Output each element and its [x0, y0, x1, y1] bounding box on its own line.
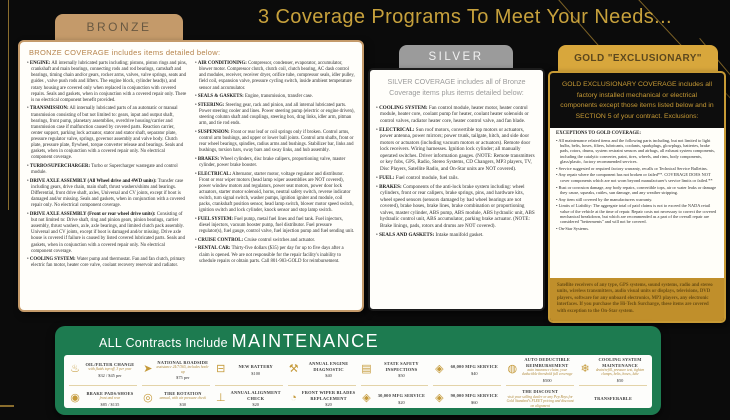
coverage-item-label: SEALS & GASKETS: [197, 94, 244, 100]
coverage-item-text: Alternator, starter motor, voltage regulator and distributor. Front or rear wiper motors (head lamp wiper assemblies are NOT covered), power window motors and regulators, power seat motors, power door lock actuators, starter motor solenoid, horns, neutral safety switch, reverse indicator switch, turn signal switch, washer pumps, ignition igniter and module, coil packs, crankshaft position sensor, head lamp switch, blower motor speed switch, ignition switch and lock cylinder, knock sensor and stop lamp switch. [199, 171, 354, 214]
maintenance-item-text [156, 360, 210, 380]
maintenance-item-text [302, 390, 356, 407]
coverage-item-text: Water pump and thermostat. Fan and fan clutch, primary electric fan motor, heater core valve, coolant recovery reservoir and radiator. [31, 257, 186, 269]
coverage-item [27, 164, 187, 176]
gold-footnote: Satellite receivers of any type, GPS systems, sound systems, radio and stereo units, wireless transmitters, audio visual units or displays, televisions, DVD players, software for any onboard electronics, MP3 players, any electronic interfaces. If you purchase the Hi-Tech Surcharge, these items are covered with exception to the On-Star system. [550, 278, 724, 321]
silver-item-list [376, 105, 537, 239]
maintenance-item [142, 386, 210, 410]
maintenance-item-price: $32 / $45 per [98, 372, 122, 378]
brake-disc-icon: ◉ [70, 392, 80, 405]
maintenance-row-2 [69, 386, 647, 410]
battery-icon: ⊟ [216, 363, 226, 376]
bronze-intro: BRONZE COVERAGE includes items detailed below: [29, 48, 221, 57]
oil-can-icon: ♨ [70, 363, 80, 376]
maintenance-item-title: BRAKE PADS/SHOES [86, 390, 134, 396]
coverage-item [27, 179, 187, 210]
maintenance-heading-prefix: ALL Contracts Include [99, 336, 232, 350]
maintenance-item-text [156, 391, 210, 407]
coverage-item-text: All internally lubricated parts including; pistons, piston rings and pins, crankshaft and main bearings, connecting rods and rod bearings, camshaft and bearings, timing chain and/or gears, rocker arms, valves, valve springs, seats and guides , valve push rods and lifters. The engine block, cylinder head(s), and rotary housing are covered only when replaced in conjunction with covered repairs. Seals and gaskets, when in conjunction with a covered repair only. There is no electrical component benefit provided. [31, 61, 187, 103]
maintenance-item-text [447, 393, 501, 405]
coverage-item [195, 94, 355, 100]
maintenance-row-1 [69, 357, 647, 386]
maintenance-heading-main: MAINTENANCE [231, 331, 380, 351]
maintenance-item [433, 357, 501, 386]
maintenance-item-price: $50 [616, 377, 624, 383]
maintenance-item-price: $40 [325, 373, 332, 379]
coverage-item-text: Wheel cylinders, disc brake calipers, proportioning valve, master cylinder, power brake booster. [199, 156, 346, 168]
exception-item: • Service suggested or required factory warranty, recalls or Technical Service Bulletins. [556, 166, 718, 171]
gold-intro: GOLD EXCLUSIONARY COVERAGE includes all factory installed mechanical or electrical components except those items listed below and in SECTION 5 of your contract. Exclusions: [560, 81, 714, 120]
coverage-item [195, 130, 355, 155]
coverage-item-text: All internally lubricated parts of an automatic or manual transmission consisting of but not limited to: gears, input and output shaft, bearings, front pump, planetary assemblies, overdrive housing/carrier and transmission case if malfunction caused by covered parts. Reaction carrier, center support, parking lock actuator, stator and stator shaft, separator plate, pressure regulator valve, springs, governor assembly and valve body. Clutch plate, pressure plate, flywheel, torque converter release and bearings. Seals and gaskets, when in conjunction with a covered repair only. No electrical component coverage. [31, 106, 184, 161]
coverage-item-text: Thirty-five dollars ($35) per day for up to five days after a claim is opened. We are not responsible for the repair facility's inability to schedule repairs or obtain parts. Call 801-903-GOLD for reimbursement. [199, 246, 344, 264]
maintenance-item-price: $40 [471, 370, 478, 376]
coverage-item-label: ENGINE: [29, 61, 51, 66]
maintenance-item-title: ANNUAL ENGINE DIAGNOSTIC [308, 361, 349, 372]
maintenance-item-price: $60 [471, 399, 478, 405]
exception-item: • Any item still covered by the manufacturers warranty. [556, 197, 718, 202]
bronze-panel [18, 40, 364, 312]
left-gold-line [8, 0, 9, 210]
coverage-item-text: Compressor, condenser, evaporator, accumulator, blower motor. Compressor clutch, clutch coil, clutch bearing, AC dash control and modules, receiver, receiver dryer, orifice tube, compressor seals, idler pulley, field coil, expansion valve, pressure cycling switch, inside ambient temperature sensor and accumulator. [199, 61, 355, 91]
tire-icon: ◎ [143, 392, 153, 405]
coverage-item-label: BRAKES: [197, 156, 220, 162]
coverage-item-text: Front or rear leaf or coil springs only if broken. Control arms, control arm bushings, and upper or lower ball joints. Control arm shafts, front or rear wheel bearings, spindles, radius arms and bushings. Stabilizer bar, links and bushings, torsion bars, sway bars and sway links, and hub assembly. [199, 129, 354, 154]
gold-exceptions-list [556, 138, 718, 232]
coverage-item-text: Engine, transmission, transfer case. [244, 94, 313, 100]
maintenance-item-title: NEW BATTERY [238, 364, 273, 370]
maintenance-item [579, 357, 647, 386]
maintenance-item-title: COOLING SYSTEM MAINTENANCE [598, 357, 642, 368]
coverage-item-text: Fuel control module, fuel rails. [395, 174, 459, 181]
maintenance-item-text [520, 357, 574, 383]
silver-intro: SILVER COVERAGE includes all of Bronze Coverage items plus items detailed below: [387, 77, 526, 97]
coverage-item [376, 127, 537, 173]
snowflake-icon: ❄ [580, 363, 590, 376]
coverage-item [376, 105, 537, 125]
exception-item: • All maintenance related items and the following parts including, but not limited to light bulbs, belts, hoses, filters, lubricants, coolants, sparkplugs, glowplugs, batteries, brake pads, rotors, drums, system restraint sensors and airbags, all exhaust system components, including the catalytic converter, paint, tires, wheels, and rims, body components, glass/plastic, factory recommended services. [556, 138, 718, 164]
gold-exceptions-heading: EXCEPTIONS TO GOLD COVERAGE: [556, 131, 641, 137]
coverage-item [195, 217, 355, 235]
coverage-item-label: SEALS AND GASKETS: [379, 231, 435, 238]
coverage-item-text: Transfer case including gears, drive chain, main shaft, thrust washers/shims and bearings. Differential, front drive shaft, axles, Universal and CV joints, except if boot is damaged and/or missing. Seals and gaskets, when in conjunction with a covered repair only. No electrical component coverage. [31, 178, 185, 209]
service-badge-icon: ◈ [435, 392, 444, 405]
maintenance-item-title: AUTO DEDUCTIBLE REIMBURSEMENT [524, 357, 571, 368]
coverage-item-label: COOLING SYSTEM: [379, 104, 428, 111]
maintenance-item-text [447, 364, 501, 376]
coverage-item-label: AIR CONDITIONING: [197, 61, 247, 66]
maintenance-item-price: $30 [179, 401, 187, 407]
gold-exceptions-section [550, 128, 724, 278]
maintenance-item-subtitle: front and rear [99, 396, 121, 401]
maintenance-item [361, 386, 429, 410]
jack-icon: ⊥ [215, 392, 226, 405]
maintenance-item-price: $85 / $135 [100, 401, 120, 407]
maintenance-item-subtitle: auto insurance claim, your deductible threshold full coverage [522, 368, 573, 377]
bronze-column-1 [27, 61, 187, 272]
tools-icon: ⚒ [288, 363, 299, 376]
coverage-item [376, 175, 537, 182]
coverage-item-text: Turbo or Supercharger wastegate and control module. [31, 164, 178, 176]
maintenance-item-title: THE DISCOUNT [522, 389, 559, 395]
maintenance-item-subtitle: visit your selling dealer or any Pep Boys for Gold Standard's FLEET pricing and discount on alignment [506, 394, 574, 408]
maintenance-item [433, 386, 501, 410]
coverage-item-label: STEERING: [197, 102, 225, 108]
maintenance-item [579, 386, 647, 410]
maintenance-item-text [229, 364, 283, 376]
maintenance-item-price: $20 [325, 402, 332, 408]
coverage-item [27, 212, 187, 255]
coverage-item-label: CRUISE CONTROL: [197, 237, 244, 243]
bronze-column-2 [195, 61, 355, 272]
maintenance-item-title: OIL/FILTER CHANGE [85, 361, 135, 367]
maintenance-item-title: TIRE ROTATION [163, 390, 202, 396]
coverage-item-text: Intake manifold gasket. [435, 231, 484, 238]
exception-item: • On-Star Systems. [556, 226, 718, 231]
page-title: 3 Coverage Programs To Meet Your Needs... [257, 6, 673, 28]
coverage-item-text: Fan control module, heater motor, heater control module, heater core, coolant pump for heater, coolant heater solenoids or control valves, radiator heater core, heater control valve, and fan blade. [380, 104, 529, 124]
service-badge-icon: ◈ [362, 392, 371, 405]
maintenance-item [361, 357, 429, 386]
maintenance-item [506, 386, 574, 410]
maintenance-item-title: NATIONAL ROADSIDE [157, 359, 209, 365]
coverage-item [195, 61, 355, 92]
coverage-item [376, 184, 537, 230]
maintenance-item-price: $75 per [176, 375, 190, 381]
maintenance-item-subtitle: drain/refill, pressure test, tighten clamps, belts, hoses, lube [595, 368, 645, 377]
maintenance-item-title: TRANSFERABLE [594, 396, 633, 402]
maintenance-item [288, 386, 356, 410]
maintenance-item-subtitle: assistance 24/7/365, includes hook-up [156, 365, 210, 374]
maintenance-item-text [83, 391, 137, 407]
service-badge-icon: ◈ [435, 363, 444, 376]
maintenance-items-panel [64, 355, 652, 408]
coverage-item [195, 172, 355, 215]
tab-gold: GOLD "EXCLUSIONARY" [558, 45, 718, 72]
coverage-item-text: Sun roof motors, convertible top motors or actuators, power antenna, power mirrors; power trunk, tailgate, hitch, and side door motors or actuators (including vacuum motors or actuators). Remote door lock receivers. Wiring harnesses. Ignition lock cylinder; all manually operated switches. Driver information gauges. (NOTE: Remote transmitters or key fobs, GPS, Radio, Stereo Systems, CD Changers, MP3 players, TV, Disc Players, Satellite Radio, and On-Star units are NOT covered). [380, 126, 535, 172]
maintenance-item [215, 357, 283, 386]
maintenance-item [142, 357, 210, 386]
coverage-item-label: BRAKES: [379, 183, 402, 190]
maintenance-item-title: ANNUAL ALIGNMENT CHECK [230, 390, 281, 401]
coverage-item-label: TRANSMISSION: [29, 106, 69, 112]
maintenance-item-title: 60,000 MFG SERVICE [450, 364, 499, 370]
maintenance-item-price: $20 [252, 402, 259, 408]
maintenance-item-title: FRONT WIPER BLADES REPLACEMENT [301, 390, 356, 401]
coverage-item [195, 246, 355, 264]
maintenance-item-text [229, 390, 283, 407]
coverage-item-label: FUEL SYSTEM: [197, 216, 233, 222]
tow-truck-icon: ➤ [143, 363, 153, 376]
coverage-item [195, 238, 355, 244]
coverage-item-label: DRIVE AXLE ASSEMBLY (Front or rear wheel drive units): [29, 211, 156, 217]
maintenance-item-title: 90,000 MFG SERVICE [450, 393, 499, 399]
exception-item: • Rust or corrosion damage, any body repairs, convertible tops, air or water leaks or damage they cause, squeaks, rattles, sun damage, and any weather stripping. [556, 185, 718, 196]
maintenance-item-text [593, 357, 647, 383]
maintenance-item-text [83, 362, 137, 378]
maintenance-item-title: STATE SAFETY INSPECTIONS [384, 361, 419, 372]
coverage-item [27, 61, 187, 104]
maintenance-item-subtitle: annual, with air pressure check [159, 396, 206, 401]
maintenance-item [215, 386, 283, 410]
coverage-item-label: RENTAL CAR: [197, 246, 231, 252]
maintenance-item-price: $20 [398, 399, 405, 405]
maintenance-item-title: 30,000 MFG SERVICE [377, 393, 426, 399]
maintenance-item-subtitle: with fluids top-off, 3 per year [88, 367, 132, 372]
tab-bronze: BRONZE [55, 14, 183, 40]
coverage-item [195, 157, 355, 169]
coverage-item-text: Fuel pump, metal fuel lines and fuel tank. Fuel injectors, diesel injectors, vacuum booster pump, fuel distributor. Fuel pressure regulator(s), fuel gauge, control valve, fuel injection pump and fuel sending unit. [199, 216, 355, 235]
coverage-item-text: Components of the anti-lock brake system including: wheel cylinders, front or rear calipers, brake springs, pins, and hardware kits, wheel speed sensors (sensors damaged by bad wheel bearings are not covered), brake hoses, brake lines, brake combination or proportioning valves, master cylinder, ABS pump, ABS module, ABS hydraulic unit, ABS hydraulic control unit, ABS accumulator, parking brake actuator. (NOTE: Brake linings, pads, rotors and drums are NOT covered). [380, 183, 535, 229]
maintenance-item-price: $500 [542, 377, 552, 383]
maintenance-item-text [375, 361, 429, 378]
maintenance-item [288, 357, 356, 386]
maintenance-item-text [375, 393, 429, 405]
oil-bottle-icon: ◍ [507, 363, 518, 376]
coverage-item-text: Consisting of but not limited to: Drive shaft, ring and pinion gears, pinion bearings, carrier assembly, thrust washers, axle, axle bearings, and limited clutch pack assembly. Universal and CV joints, except if boot is damaged and/or missing. Drive axle house is covered if failure is caused by listed covered lubricated parts. Seals and gaskets, when in conjunction with a covered repair only. No electrical component coverage. [31, 211, 185, 254]
silver-panel [368, 68, 545, 311]
maintenance-item-text [506, 389, 574, 408]
maintenance-item-price: $100 [251, 370, 261, 376]
tab-silver: SILVER [399, 45, 513, 68]
coverage-item-text: Cruise control switches and actuator. [244, 237, 316, 243]
maintenance-heading [55, 326, 661, 352]
clipboard-icon: ▤ [361, 363, 372, 376]
exception-item: • Limits of Liability: The aggregate total of paid claims is not to exceed the NADA retail value of the vehicle at the time of repair. Repair costs not necessary to correct the covered mechanical breakdown, but which are recommended as a part of the overall repair are considered "betterments" and will not be covered. [556, 203, 718, 224]
coverage-item [376, 232, 537, 239]
gold-panel [548, 71, 726, 323]
coverage-item-label: FUEL: [379, 174, 395, 181]
coverage-item-label: ELECTRICAL: [197, 171, 232, 177]
maintenance-item-text [302, 361, 356, 378]
coverage-item [195, 103, 355, 128]
maintenance-item [69, 386, 137, 410]
corner-gold-dash [0, 405, 14, 407]
coverage-item-label: ELECTRICAL: [379, 126, 415, 133]
maintenance-item-text [579, 396, 647, 402]
exception-item: • Any repair where the component has not broken or failed**. COVERAGE DOES NOT cover components which are not worn beyond manufacturer's service limits or failed.** [556, 172, 718, 183]
coverage-item-label: COOLING SYSTEM: [29, 257, 76, 263]
coverage-item [27, 257, 187, 269]
maintenance-item [69, 357, 137, 386]
maintenance-item-price: $50 [398, 373, 405, 379]
coverage-item-label: DRIVE AXLE ASSEMBLY (All Wheel drive and 4WD units): [29, 178, 157, 184]
coverage-item [27, 106, 187, 161]
wiper-icon: ◔ [290, 392, 297, 405]
maintenance-band [55, 326, 661, 415]
coverage-item-label: SUSPENSION: [197, 129, 230, 135]
coverage-item-label: TURBO/SUPERCHARGER: [29, 164, 91, 169]
maintenance-item [506, 357, 574, 386]
coverage-item-text: Steering gear, rack and pinion, and all internal lubricated parts. Power steering cooler and lines. Power steering pump (electric or engine driven), steering column shaft and couplings, steering box, drag links, idler arm, pitman arm, and tie rod ends. [199, 102, 355, 127]
